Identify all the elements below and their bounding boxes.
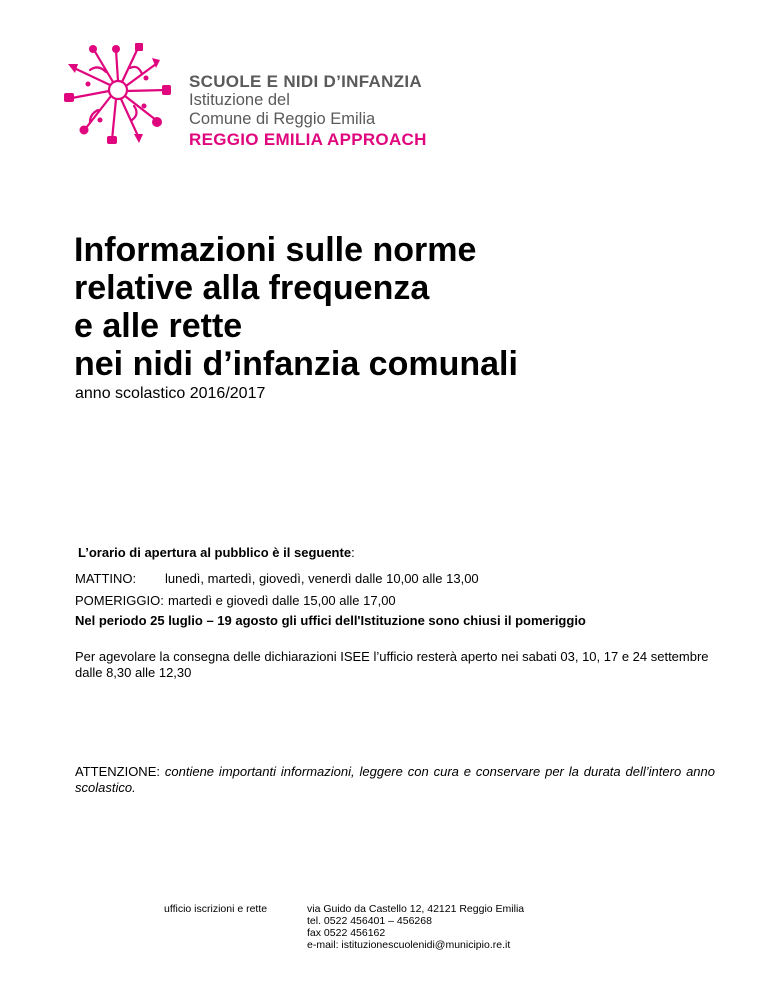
summer-closure-notice: Nel periodo 25 luglio – 19 agosto gli uffici dell'Istituzione sono chiusi il pomeriggio — [75, 613, 586, 628]
heading-colon: : — [351, 545, 355, 560]
institution-logo-icon — [60, 40, 178, 146]
phone-line: tel. 0522 456401 – 456268 — [307, 915, 432, 927]
morning-hours: lunedì, martedì, giovedì, venerdì dalle 10,00 alle 13,00 — [165, 571, 479, 586]
title-line: Informazioni sulle norme — [74, 231, 477, 269]
morning-label: MATTINO: — [75, 571, 137, 586]
afternoon-hours: martedì e giovedì dalle 15,00 alle 17,00 — [168, 593, 396, 608]
logo-line-municipality: Comune di Reggio Emilia — [189, 110, 376, 128]
contact-block — [307, 903, 524, 951]
attention-label: ATTENZIONE: — [75, 764, 160, 779]
address-line: via Guido da Castello 12, 42121 Reggio Emilia — [307, 903, 525, 915]
title-line: nei nidi d’infanzia comunali — [74, 345, 518, 383]
title-line: relative alla frequenza — [74, 269, 430, 307]
attention-text: contiene importanti informazioni, leggere con cura e conservare per la durata dell’intero anno scolastico. — [75, 764, 715, 795]
attention-note — [75, 764, 715, 796]
document-title — [74, 231, 714, 383]
logo-line-institution: Istituzione del — [189, 91, 290, 109]
institution-name-block — [189, 72, 589, 150]
title-line: e alle rette — [74, 307, 243, 345]
afternoon-label: POMERIGGIO: — [75, 593, 164, 608]
isee-saturday-notice: Per agevolare la consegna delle dichiarazioni ISEE l’ufficio resterà aperto nei sabati 03, 10, 17 e 24 settembre dalle 8,30 alle 12,30 — [75, 649, 709, 680]
opening-hours-heading-text: L’orario di apertura al pubblico è il seguente — [78, 545, 352, 560]
office-name: ufficio iscrizioni e rette — [164, 903, 268, 915]
logo-line-schools: SCUOLE E NIDI D’INFANZIA — [189, 72, 422, 91]
fax-line: fax 0522 456162 — [307, 927, 386, 939]
email-line: e-mail: istituzionescuolenidi@municipio.re.it — [307, 939, 511, 951]
opening-hours-heading — [78, 545, 355, 561]
logo-line-approach: REGGIO EMILIA APPROACH — [189, 130, 427, 149]
school-year-subtitle: anno scolastico 2016/2017 — [75, 385, 266, 402]
